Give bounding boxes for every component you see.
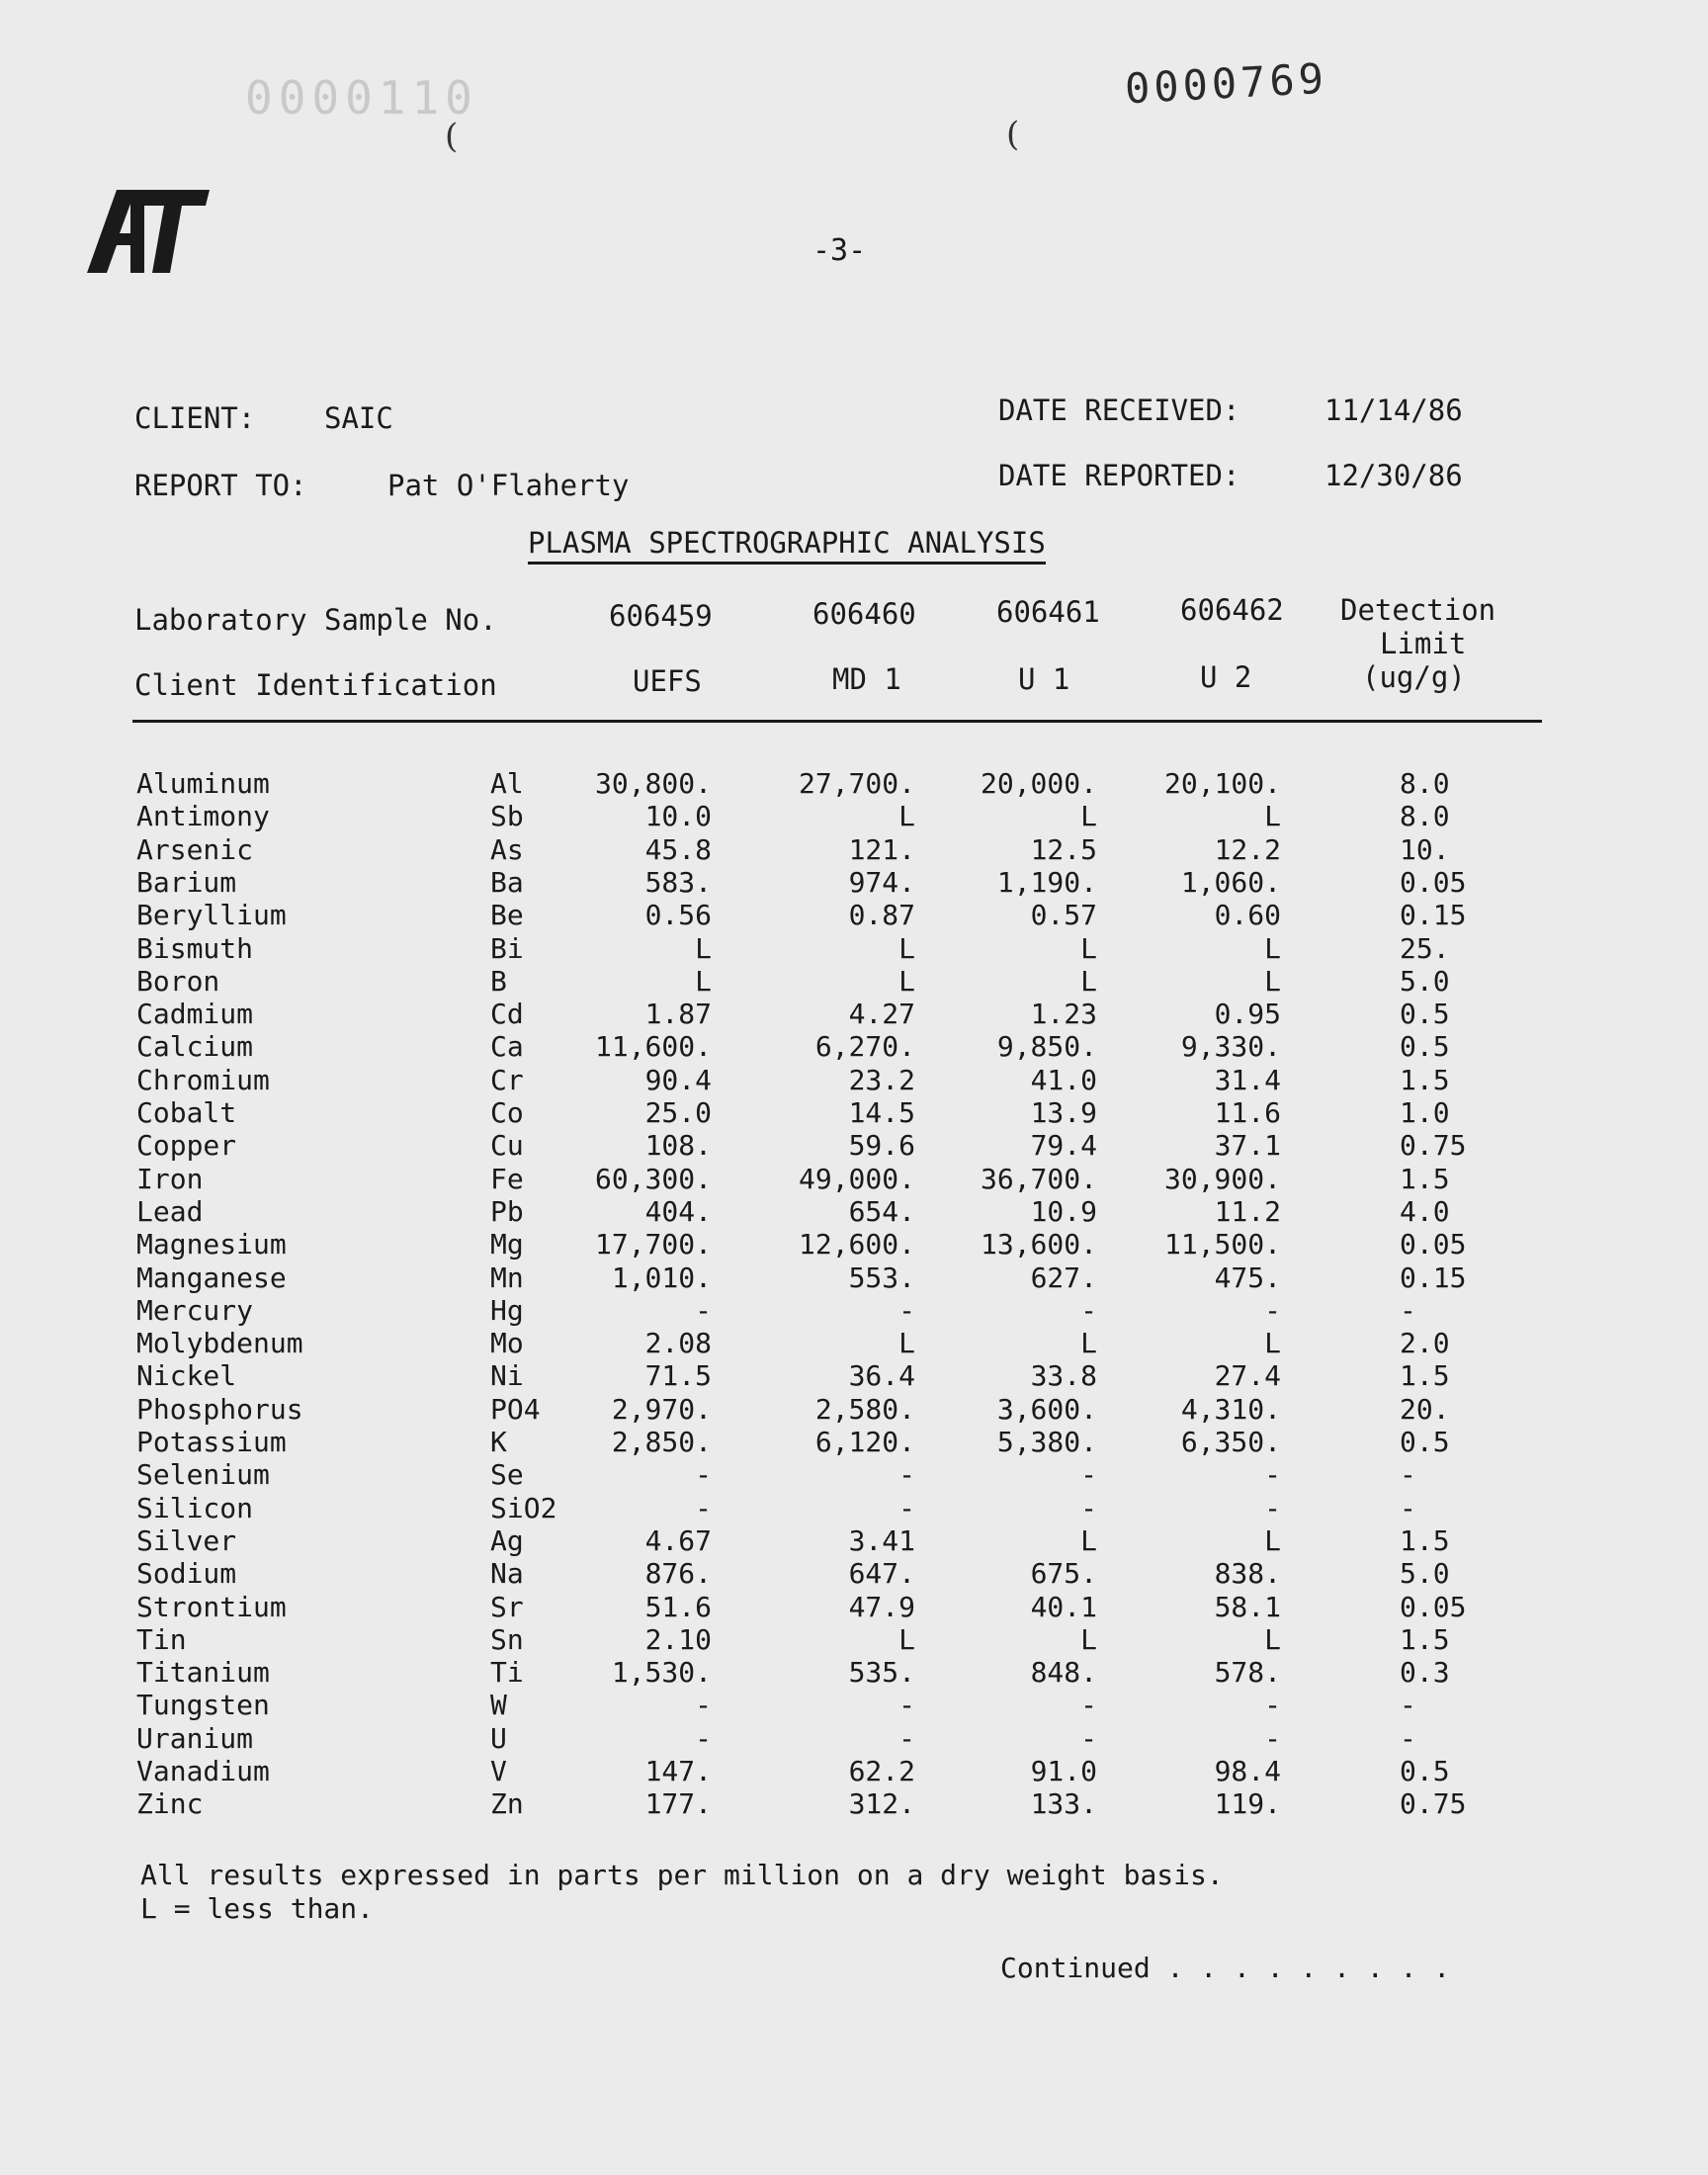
- value-606460: 6,120.: [814, 1426, 915, 1458]
- sample-number-3: 606461: [996, 595, 1100, 629]
- client-id-4: U 2: [1200, 660, 1252, 694]
- value-606460: 3.41: [848, 1523, 915, 1557]
- element-symbol: Be: [490, 899, 524, 932]
- element-name: Silver: [136, 1523, 237, 1557]
- company-logo: [87, 190, 210, 273]
- detection-limit: 8.0: [1400, 800, 1450, 833]
- value-606459: L: [695, 931, 712, 965]
- detection-limit: 4.0: [1400, 1194, 1450, 1228]
- handwritten-mark-right: (: [1006, 115, 1020, 154]
- element-name: Aluminum: [136, 767, 270, 800]
- value-606461: 1,190.: [996, 865, 1097, 899]
- detection-limit: 0.15: [1400, 899, 1467, 932]
- value-606460: 312.: [848, 1787, 915, 1821]
- date-reported-value: 12/30/86: [1324, 459, 1463, 492]
- element-symbol: Mg: [490, 1228, 524, 1262]
- value-606461: 675.: [1030, 1557, 1097, 1591]
- detection-limit: 1.5: [1400, 1523, 1450, 1557]
- sample-number-1: 606459: [609, 599, 713, 633]
- value-606462: L: [1264, 931, 1281, 965]
- element-name: Strontium: [136, 1590, 287, 1623]
- value-606459: 404.: [644, 1194, 712, 1228]
- value-606462: 98.4: [1214, 1755, 1281, 1787]
- value-606460: 4.27: [848, 998, 915, 1031]
- value-606460: 62.2: [848, 1755, 915, 1787]
- date-reported-label: DATE REPORTED:: [998, 459, 1240, 492]
- element-symbol: Ba: [490, 865, 524, 899]
- value-606461: 627.: [1030, 1261, 1097, 1294]
- legend-note: L = less than.: [140, 1892, 375, 1925]
- table-row: [0, 998, 1708, 1030]
- value-606459: 108.: [644, 1129, 712, 1163]
- value-606462: 6,350.: [1180, 1426, 1281, 1458]
- value-606460: 27,700.: [798, 767, 915, 800]
- element-symbol: Ca: [490, 1030, 524, 1064]
- value-606461: -: [1080, 1491, 1097, 1524]
- value-606460: 12,600.: [798, 1228, 915, 1262]
- value-606460: 2,580.: [814, 1392, 915, 1426]
- element-name: Molybdenum: [136, 1327, 303, 1360]
- value-606460: L: [898, 1622, 915, 1656]
- value-606462: 20,100.: [1163, 767, 1281, 800]
- detection-limit: -: [1400, 1458, 1416, 1492]
- value-606459: 71.5: [644, 1359, 712, 1393]
- value-606462: L: [1264, 1327, 1281, 1360]
- element-symbol: Sn: [490, 1622, 524, 1656]
- value-606462: 31.4: [1214, 1063, 1281, 1096]
- value-606462: 30,900.: [1163, 1162, 1281, 1195]
- value-606461: 79.4: [1030, 1129, 1097, 1163]
- element-symbol: Cr: [490, 1063, 524, 1096]
- element-name: Beryllium: [136, 899, 287, 932]
- value-606461: 1.23: [1030, 998, 1097, 1031]
- table-row: [0, 800, 1708, 832]
- units-note: All results expressed in parts per million on a dry weight basis.: [140, 1859, 1224, 1891]
- value-606462: 1,060.: [1180, 865, 1281, 899]
- element-name: Titanium: [136, 1656, 270, 1690]
- value-606460: 654.: [848, 1194, 915, 1228]
- element-name: Sodium: [136, 1557, 237, 1591]
- value-606461: 9,850.: [996, 1030, 1097, 1064]
- value-606461: -: [1080, 1689, 1097, 1722]
- element-name: Lead: [136, 1194, 204, 1228]
- client-label: CLIENT:: [134, 401, 256, 435]
- detection-limit: 25.: [1400, 931, 1450, 965]
- report-to-label: REPORT TO:: [134, 469, 307, 502]
- value-606461: 13,600.: [980, 1228, 1097, 1262]
- table-row: [0, 1722, 1708, 1755]
- value-606459: 2,970.: [611, 1392, 712, 1426]
- detection-limit: 0.75: [1400, 1787, 1467, 1821]
- table-row: [0, 767, 1708, 800]
- date-received-value: 11/14/86: [1324, 393, 1463, 427]
- lab-sample-label: Laboratory Sample No.: [134, 603, 497, 637]
- value-606459: -: [695, 1689, 712, 1722]
- value-606459: 45.8: [644, 832, 712, 866]
- table-row: [0, 1393, 1708, 1426]
- detection-limit: 0.5: [1400, 998, 1450, 1031]
- value-606461: L: [1080, 1622, 1097, 1656]
- detection-limit: 0.15: [1400, 1261, 1467, 1294]
- detection-limit: 20.: [1400, 1392, 1450, 1426]
- table-row: [0, 1064, 1708, 1096]
- detection-limit-label-1: Detection: [1340, 593, 1496, 627]
- element-symbol: U: [490, 1721, 507, 1755]
- value-606462: -: [1264, 1721, 1281, 1755]
- value-606459: 1,530.: [611, 1656, 712, 1690]
- value-606460: 535.: [848, 1656, 915, 1690]
- table-row: [0, 1458, 1708, 1491]
- value-606459: 60,300.: [594, 1162, 712, 1195]
- table-row: [0, 1262, 1708, 1294]
- value-606460: -: [898, 1721, 915, 1755]
- element-symbol: Zn: [490, 1787, 524, 1821]
- value-606459: 2.08: [644, 1327, 712, 1360]
- element-symbol: Sr: [490, 1590, 524, 1623]
- client-value: SAIC: [324, 401, 393, 435]
- table-row: [0, 1228, 1708, 1261]
- value-606460: 49,000.: [798, 1162, 915, 1195]
- element-name: Chromium: [136, 1063, 270, 1096]
- value-606459: 583.: [644, 865, 712, 899]
- value-606461: 20,000.: [980, 767, 1097, 800]
- element-name: Arsenic: [136, 832, 254, 866]
- value-606462: 838.: [1214, 1557, 1281, 1591]
- element-name: Iron: [136, 1162, 204, 1195]
- value-606461: 41.0: [1030, 1063, 1097, 1096]
- detection-limit: 0.5: [1400, 1030, 1450, 1064]
- header-divider: [132, 720, 1542, 723]
- value-606459: 2,850.: [611, 1426, 712, 1458]
- date-received-label: DATE RECEIVED:: [998, 393, 1240, 427]
- value-606462: L: [1264, 964, 1281, 998]
- value-606459: -: [695, 1458, 712, 1492]
- element-symbol: Hg: [490, 1293, 524, 1327]
- value-606462: 11.6: [1214, 1096, 1281, 1129]
- table-row: [0, 1591, 1708, 1623]
- detection-limit: 1.5: [1400, 1063, 1450, 1096]
- table-row: [0, 1689, 1708, 1721]
- detection-limit: 0.75: [1400, 1129, 1467, 1163]
- report-to-value: Pat O'Flaherty: [387, 469, 630, 502]
- detection-limit: 0.5: [1400, 1755, 1450, 1787]
- element-symbol: Cd: [490, 998, 524, 1031]
- value-606460: -: [898, 1293, 915, 1327]
- value-606461: 848.: [1030, 1656, 1097, 1690]
- detection-limit-label-3: (ug/g): [1362, 660, 1466, 694]
- value-606460: 974.: [848, 865, 915, 899]
- detection-limit: -: [1400, 1689, 1416, 1722]
- value-606460: L: [898, 931, 915, 965]
- value-606459: 876.: [644, 1557, 712, 1591]
- table-row: [0, 1755, 1708, 1787]
- detection-limit: 0.3: [1400, 1656, 1450, 1690]
- report-title: PLASMA SPECTROGRAPHIC ANALYSIS: [528, 526, 1046, 565]
- value-606462: -: [1264, 1458, 1281, 1492]
- element-name: Zinc: [136, 1787, 204, 1821]
- element-symbol: SiO2: [490, 1491, 557, 1524]
- element-name: Tin: [136, 1622, 187, 1656]
- value-606462: 27.4: [1214, 1359, 1281, 1393]
- value-606460: -: [898, 1458, 915, 1492]
- detection-limit: 10.: [1400, 832, 1450, 866]
- value-606459: 0.56: [644, 899, 712, 932]
- value-606461: 33.8: [1030, 1359, 1097, 1393]
- table-row: [0, 1557, 1708, 1590]
- ghost-stamp-number: 0000110: [245, 71, 478, 125]
- element-symbol: Ti: [490, 1656, 524, 1690]
- value-606460: 59.6: [848, 1129, 915, 1163]
- value-606459: 25.0: [644, 1096, 712, 1129]
- table-row: [0, 866, 1708, 899]
- value-606462: 0.95: [1214, 998, 1281, 1031]
- element-symbol: Mn: [490, 1261, 524, 1294]
- detection-limit: 5.0: [1400, 964, 1450, 998]
- value-606462: L: [1264, 1622, 1281, 1656]
- table-row: [0, 833, 1708, 866]
- detection-limit: 0.5: [1400, 1426, 1450, 1458]
- value-606460: 36.4: [848, 1359, 915, 1393]
- value-606460: 647.: [848, 1557, 915, 1591]
- table-row: [0, 965, 1708, 998]
- value-606462: -: [1264, 1689, 1281, 1722]
- element-symbol: As: [490, 832, 524, 866]
- value-606459: 1.87: [644, 998, 712, 1031]
- detection-limit: 1.0: [1400, 1096, 1450, 1129]
- table-row: [0, 899, 1708, 931]
- document-stamp-number: 0000769: [1123, 53, 1329, 114]
- value-606461: -: [1080, 1293, 1097, 1327]
- table-row: [0, 1163, 1708, 1195]
- element-name: Vanadium: [136, 1755, 270, 1787]
- detection-limit: -: [1400, 1491, 1416, 1524]
- value-606461: 36,700.: [980, 1162, 1097, 1195]
- value-606461: L: [1080, 931, 1097, 965]
- table-row: [0, 1492, 1708, 1524]
- element-symbol: B: [490, 964, 507, 998]
- value-606462: 578.: [1214, 1656, 1281, 1690]
- detection-limit: 1.5: [1400, 1359, 1450, 1393]
- value-606461: L: [1080, 1523, 1097, 1557]
- table-row: [0, 1656, 1708, 1689]
- value-606460: 6,270.: [814, 1030, 915, 1064]
- detection-limit: -: [1400, 1293, 1416, 1327]
- element-symbol: Bi: [490, 931, 524, 965]
- value-606462: -: [1264, 1293, 1281, 1327]
- value-606459: 17,700.: [594, 1228, 712, 1262]
- value-606459: L: [695, 964, 712, 998]
- detection-limit: 5.0: [1400, 1557, 1450, 1591]
- element-name: Boron: [136, 964, 220, 998]
- table-row: [0, 932, 1708, 965]
- value-606462: 4,310.: [1180, 1392, 1281, 1426]
- value-606462: 0.60: [1214, 899, 1281, 932]
- value-606459: 1,010.: [611, 1261, 712, 1294]
- element-symbol: K: [490, 1426, 507, 1458]
- element-symbol: Fe: [490, 1162, 524, 1195]
- element-symbol: W: [490, 1689, 507, 1722]
- value-606462: 11,500.: [1163, 1228, 1281, 1262]
- table-row: [0, 1623, 1708, 1656]
- element-symbol: Na: [490, 1557, 524, 1591]
- value-606459: 177.: [644, 1787, 712, 1821]
- client-id-3: U 1: [1018, 662, 1070, 696]
- value-606460: 47.9: [848, 1590, 915, 1623]
- element-name: Nickel: [136, 1359, 237, 1393]
- value-606459: -: [695, 1491, 712, 1524]
- element-symbol: Mo: [490, 1327, 524, 1360]
- value-606460: L: [898, 1327, 915, 1360]
- value-606459: -: [695, 1293, 712, 1327]
- value-606460: L: [898, 964, 915, 998]
- table-row: [0, 1524, 1708, 1557]
- value-606459: 30,800.: [594, 767, 712, 800]
- table-row: [0, 1426, 1708, 1458]
- element-symbol: V: [490, 1755, 507, 1787]
- value-606462: 9,330.: [1180, 1030, 1281, 1064]
- value-606460: -: [898, 1491, 915, 1524]
- element-symbol: Ag: [490, 1523, 524, 1557]
- value-606460: -: [898, 1689, 915, 1722]
- element-name: Phosphorus: [136, 1392, 303, 1426]
- value-606461: 40.1: [1030, 1590, 1097, 1623]
- element-name: Selenium: [136, 1458, 270, 1492]
- table-row: [0, 1294, 1708, 1327]
- value-606460: 14.5: [848, 1096, 915, 1129]
- element-name: Antimony: [136, 800, 270, 833]
- value-606459: 90.4: [644, 1063, 712, 1096]
- detection-limit: 2.0: [1400, 1327, 1450, 1360]
- element-symbol: Ni: [490, 1359, 524, 1393]
- element-name: Barium: [136, 865, 237, 899]
- element-name: Calcium: [136, 1030, 254, 1064]
- continued-note: Continued . . . . . . . . .: [1000, 1952, 1451, 1984]
- value-606461: 133.: [1030, 1787, 1097, 1821]
- value-606461: -: [1080, 1458, 1097, 1492]
- value-606461: L: [1080, 964, 1097, 998]
- value-606462: 12.2: [1214, 832, 1281, 866]
- table-row: [0, 1096, 1708, 1129]
- handwritten-mark-left: (: [445, 117, 459, 156]
- value-606459: 4.67: [644, 1523, 712, 1557]
- detection-limit-label-2: Limit: [1380, 627, 1467, 660]
- element-symbol: Sb: [490, 800, 524, 833]
- sample-number-2: 606460: [812, 597, 916, 631]
- table-row: [0, 1359, 1708, 1392]
- detection-limit: 0.05: [1400, 1228, 1467, 1262]
- element-symbol: Pb: [490, 1194, 524, 1228]
- value-606460: 121.: [848, 832, 915, 866]
- detection-limit: 1.5: [1400, 1162, 1450, 1195]
- page-number: -3-: [812, 233, 867, 268]
- table-row: [0, 1787, 1708, 1820]
- value-606462: -: [1264, 1491, 1281, 1524]
- table-row: [0, 1195, 1708, 1228]
- value-606461: 13.9: [1030, 1096, 1097, 1129]
- value-606460: 0.87: [848, 899, 915, 932]
- value-606461: 0.57: [1030, 899, 1097, 932]
- detection-limit: 8.0: [1400, 767, 1450, 800]
- element-name: Uranium: [136, 1721, 254, 1755]
- element-name: Silicon: [136, 1491, 254, 1524]
- client-id-1: UEFS: [633, 664, 702, 698]
- value-606461: 5,380.: [996, 1426, 1097, 1458]
- value-606461: 10.9: [1030, 1194, 1097, 1228]
- value-606462: 11.2: [1214, 1194, 1281, 1228]
- value-606459: 2.10: [644, 1622, 712, 1656]
- element-symbol: PO4: [490, 1392, 541, 1426]
- value-606460: 553.: [848, 1261, 915, 1294]
- client-id-2: MD 1: [832, 662, 901, 696]
- value-606462: 119.: [1214, 1787, 1281, 1821]
- value-606462: L: [1264, 1523, 1281, 1557]
- element-name: Cobalt: [136, 1096, 237, 1129]
- table-row: [0, 1327, 1708, 1359]
- value-606462: 37.1: [1214, 1129, 1281, 1163]
- element-name: Magnesium: [136, 1228, 287, 1262]
- value-606459: 10.0: [644, 800, 712, 833]
- table-row: [0, 1030, 1708, 1063]
- detection-limit: 1.5: [1400, 1622, 1450, 1656]
- table-row: [0, 1129, 1708, 1162]
- value-606459: -: [695, 1721, 712, 1755]
- value-606462: L: [1264, 800, 1281, 833]
- value-606460: L: [898, 800, 915, 833]
- element-name: Bismuth: [136, 931, 254, 965]
- value-606459: 11,600.: [594, 1030, 712, 1064]
- element-symbol: Cu: [490, 1129, 524, 1163]
- element-name: Potassium: [136, 1426, 287, 1458]
- value-606462: 475.: [1214, 1261, 1281, 1294]
- value-606461: 91.0: [1030, 1755, 1097, 1787]
- sample-number-4: 606462: [1180, 593, 1284, 627]
- detection-limit: 0.05: [1400, 865, 1467, 899]
- element-symbol: Se: [490, 1458, 524, 1492]
- value-606461: L: [1080, 1327, 1097, 1360]
- value-606461: 12.5: [1030, 832, 1097, 866]
- detection-limit: 0.05: [1400, 1590, 1467, 1623]
- element-name: Cadmium: [136, 998, 254, 1031]
- element-symbol: Co: [490, 1096, 524, 1129]
- element-name: Manganese: [136, 1261, 287, 1294]
- element-name: Copper: [136, 1129, 237, 1163]
- element-symbol: Al: [490, 767, 524, 800]
- element-name: Tungsten: [136, 1689, 270, 1722]
- detection-limit: -: [1400, 1721, 1416, 1755]
- value-606461: 3,600.: [996, 1392, 1097, 1426]
- value-606461: L: [1080, 800, 1097, 833]
- value-606459: 51.6: [644, 1590, 712, 1623]
- value-606462: 58.1: [1214, 1590, 1281, 1623]
- client-id-label: Client Identification: [134, 668, 497, 702]
- value-606461: -: [1080, 1721, 1097, 1755]
- value-606459: 147.: [644, 1755, 712, 1787]
- element-name: Mercury: [136, 1293, 254, 1327]
- value-606460: 23.2: [848, 1063, 915, 1096]
